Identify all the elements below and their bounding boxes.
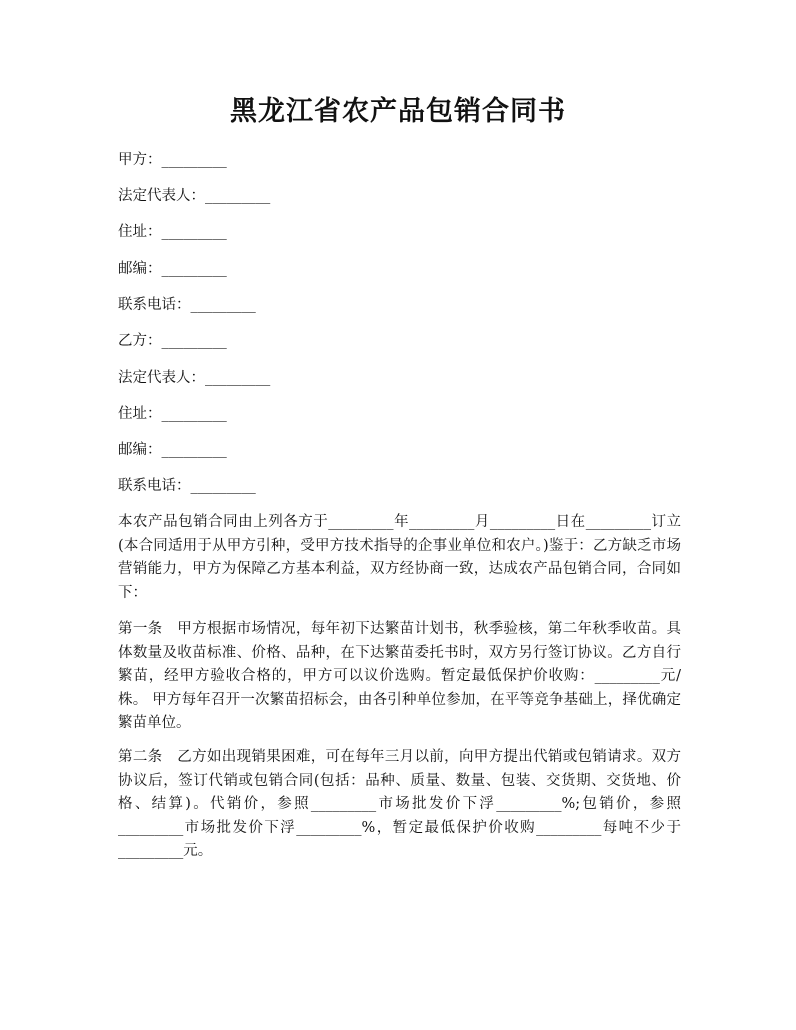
party-a-postcode-field: 邮编：_________	[118, 261, 227, 277]
party-b-address-field: 住址：_________	[118, 406, 227, 422]
party-a-phone-field: 联系电话：_________	[118, 297, 256, 313]
party-a-name-field: 甲方：_________	[118, 152, 227, 168]
party-a-address-field: 住址：_________	[118, 224, 227, 240]
preamble-paragraph: 本农产品包销合同由上列各方于_________年_________月_________日在_________订立(本合同适用于从甲方引种，受甲方技术指导的企事业单位和农户。)鉴于：乙方缺乏市场营销能力，甲方为保障乙方基本利益，双方经协商一致，达成农产品包销合同，合同如下：	[118, 514, 681, 601]
document-title: 黑龙江省农产品包销合同书	[230, 96, 566, 127]
article-2-paragraph: 第二条 乙方如出现销果困难，可在每年三月以前，向甲方提出代销或包销请求。双方协议后，签订代销或包销合同(包括：品种、质量、数量、包装、交货期、交货地、价格、结算)。代销价，参照_________市场批发价下浮_________%;包销价，参照_________市场批发价下浮_________%，暂定最低保护价收购_________每吨不少于_________元。	[118, 749, 681, 859]
party-b-postcode-field: 邮编：_________	[118, 442, 227, 458]
party-b-representative-field: 法定代表人：_________	[118, 370, 271, 386]
party-b-name-field: 乙方：_________	[118, 333, 227, 349]
article-1-paragraph: 第一条 甲方根据市场情况，每年初下达繁苗计划书，秋季验核，第二年秋季收苗。具体数量及收苗标准、价格、品种，在下达繁苗委托书时，双方另行签订协议。乙方自行繁苗，经甲方验收合格的，甲方可以议价选购。暂定最低保护价收购：_________元/株。 甲方每年召开一次繁苗招标会，由各引种单位参加，在平等竞争基础上，择优确定繁苗单位。	[118, 621, 681, 731]
party-b-phone-field: 联系电话：_________	[118, 478, 256, 494]
party-a-representative-field: 法定代表人：_________	[118, 188, 271, 204]
